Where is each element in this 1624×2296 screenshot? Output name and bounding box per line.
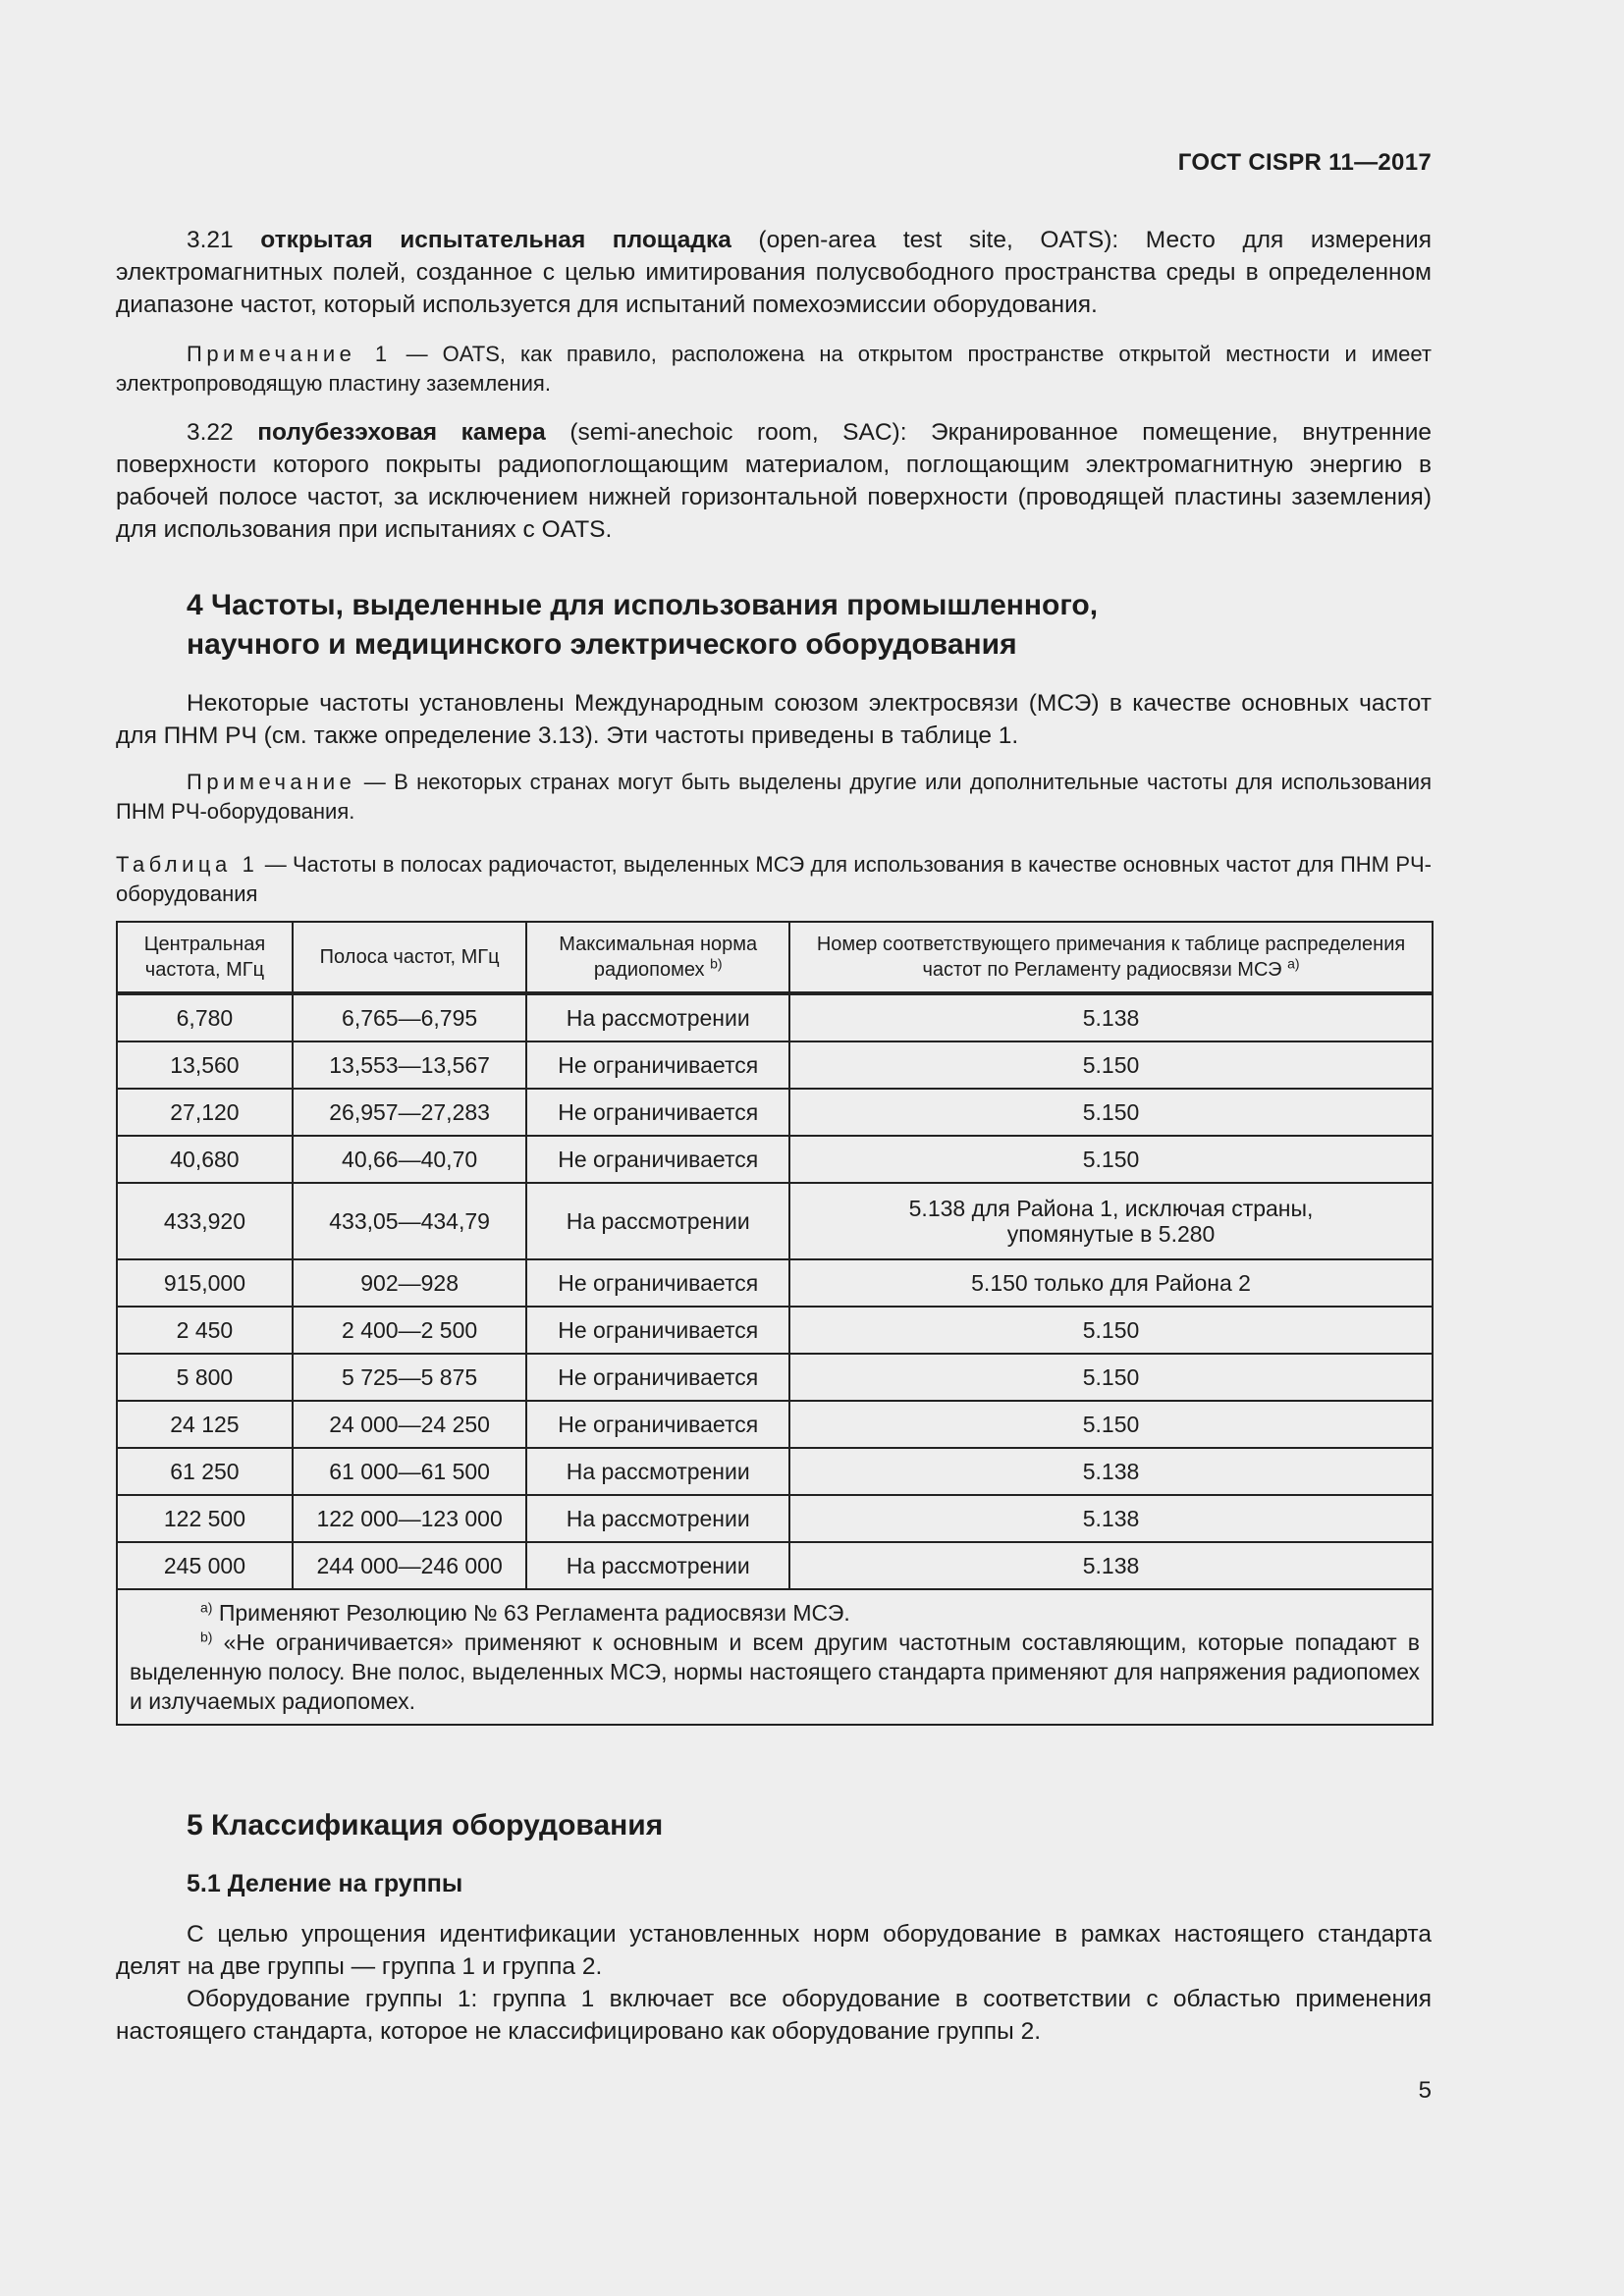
table-cell: 902—928 — [293, 1259, 527, 1307]
definition-3-22 — [116, 416, 1432, 546]
table-cell: На рассмотрении — [526, 1542, 789, 1589]
table-cell: 61 000—61 500 — [293, 1448, 527, 1495]
footnote-b — [130, 1628, 1420, 1716]
table-cell: Не ограничивается — [526, 1136, 789, 1183]
section-4-heading — [116, 586, 1432, 665]
table-cell: 5 800 — [117, 1354, 293, 1401]
table-row — [117, 1183, 1433, 1259]
table-cell: Не ограничивается — [526, 1354, 789, 1401]
table-cell: Не ограничивается — [526, 1307, 789, 1354]
column-header-text: Максимальная норма радиопомех — [559, 934, 758, 981]
table-cell: Не ограничивается — [526, 1089, 789, 1136]
table-row — [117, 1354, 1433, 1401]
definition-term: открытая испытательная площадка — [260, 227, 731, 253]
table-footnotes-row — [117, 1589, 1433, 1725]
table-cell: Не ограничивается — [526, 1401, 789, 1448]
table-cell: 6,765—6,795 — [293, 993, 527, 1041]
column-header: Полоса частот, МГц — [293, 922, 527, 993]
table-cell: 5.138 — [789, 993, 1433, 1041]
table-cell: 5 725—5 875 — [293, 1354, 527, 1401]
table-cell: 24 125 — [117, 1401, 293, 1448]
section-5-paragraph-1: С целью упрощения идентификации установленных норм оборудование в рамках настоящего стандарта делят на две группы — группа 1 и группа 2. — [116, 1921, 1432, 1980]
table-cell: 40,66—40,70 — [293, 1136, 527, 1183]
table-cell: 26,957—27,283 — [293, 1089, 527, 1136]
table-cell: 2 400—2 500 — [293, 1307, 527, 1354]
definition-text: (semi-anechoic room, SAC): Экранированное помещение, внутренние поверхности которого покрыты радиопоглощающим материалом, поглощающим электромагнитную энергию в рабочей полосе частот, за исключением нижней горизонтальной поверхности (проводящей пластины заземления) для использования при испытаниях с OATS. — [116, 419, 1433, 543]
column-header — [789, 922, 1433, 993]
table-row — [117, 1089, 1433, 1136]
table-cell: 245 000 — [117, 1542, 293, 1589]
footnote-mark: a) — [1287, 955, 1300, 972]
subsection-5-1-title: 5.1 Деление на группы — [187, 1870, 463, 1897]
table-cell: 433,05—434,79 — [293, 1183, 527, 1259]
document-id: ГОСТ CISPR 11—2017 — [1177, 149, 1432, 176]
table-cell: 40,680 — [117, 1136, 293, 1183]
table-caption — [116, 850, 1432, 909]
table-cell: 61 250 — [117, 1448, 293, 1495]
table-row — [117, 1136, 1433, 1183]
table-cell: 13,560 — [117, 1041, 293, 1089]
section-4-title-line1: 4 Частоты, выделенные для использования промышленного, — [187, 589, 1099, 621]
table-cell: 5.150 — [789, 1307, 1433, 1354]
note-text: — OATS, как правило, расположена на открытом пространстве открытой местности и имеет электропроводящую пластину заземления. — [116, 342, 1432, 396]
table-caption-text: — Частоты в полосах радиочастот, выделенных МСЭ для использования в качестве основных частот для ПНМ РЧ-оборудования — [116, 852, 1433, 906]
section-5-title: 5 Классификация оборудования — [187, 1809, 664, 1842]
definition-term: полубезэховая камера — [257, 419, 546, 446]
column-header: Центральная частота, МГц — [117, 922, 293, 993]
table-caption-label: Таблица 1 — [116, 852, 259, 877]
table-row — [117, 1401, 1433, 1448]
table-cell: 244 000—246 000 — [293, 1542, 527, 1589]
section-5-paragraph-2: Оборудование группы 1: группа 1 включает все оборудование в соответствии с областью применения настоящего стандарта, которое не классифицировано как оборудование группы 2. — [116, 1986, 1432, 2045]
section-4-paragraph: Некоторые частоты установлены Международным союзом электросвязи (МСЭ) в качестве основных частот для ПНМ РЧ (см. также определение 3.13). Эти частоты приведены в таблице 1. — [116, 690, 1432, 749]
table-cell: 5.150 только для Района 2 — [789, 1259, 1433, 1307]
footnote-a-text: Применяют Резолюцию № 63 Регламента радиосвязи МСЭ. — [218, 1600, 850, 1626]
footnote-b-text: «Не ограничивается» применяют к основным и всем другим частотным составляющим, которые попадают в выделенную полосу. Вне полос, выделенных МСЭ, нормы настоящего стандарта применяют для напряжения радиопомех и излучаемых радиопомех. — [130, 1629, 1421, 1714]
table-cell: 5.150 — [789, 1041, 1433, 1089]
table-cell: Не ограничивается — [526, 1041, 789, 1089]
table-row — [117, 993, 1433, 1041]
table-cell: 27,120 — [117, 1089, 293, 1136]
table-cell: Не ограничивается — [526, 1259, 789, 1307]
note-1 — [116, 340, 1432, 399]
definition-number: 3.21 — [187, 227, 234, 253]
footnote-mark: b) — [710, 955, 723, 972]
table-cell: 5.150 — [789, 1401, 1433, 1448]
note-label: Примечание 1 — [187, 342, 392, 366]
table-cell: 13,553—13,567 — [293, 1041, 527, 1089]
footnote-a-mark: a) — [200, 1599, 213, 1616]
frequency-table — [116, 921, 1434, 1726]
definition-3-21 — [116, 224, 1432, 321]
table-row — [117, 1495, 1433, 1542]
table-1-wrapper — [116, 921, 1432, 1726]
table-cell: 5.150 — [789, 1089, 1433, 1136]
note-label: Примечание — [187, 770, 356, 794]
footnote-a — [130, 1598, 1420, 1628]
table-cell: 5.138 — [789, 1542, 1433, 1589]
table-cell: 6,780 — [117, 993, 293, 1041]
table-cell: 122 000—123 000 — [293, 1495, 527, 1542]
definition-number: 3.22 — [187, 419, 234, 446]
table-cell: 122 500 — [117, 1495, 293, 1542]
table-row — [117, 1542, 1433, 1589]
table-cell: 5.138 — [789, 1495, 1433, 1542]
table-cell: 2 450 — [117, 1307, 293, 1354]
table-row — [117, 1448, 1433, 1495]
table-row — [117, 1041, 1433, 1089]
table-cell: 433,920 — [117, 1183, 293, 1259]
table-cell: 5.138 для Района 1, исключая страны, упомянутые в 5.280 — [789, 1183, 1433, 1259]
table-cell: 5.150 — [789, 1136, 1433, 1183]
table-cell: На рассмотрении — [526, 1183, 789, 1259]
table-header-row — [117, 922, 1433, 993]
table-row — [117, 1259, 1433, 1307]
table-cell: 24 000—24 250 — [293, 1401, 527, 1448]
table-cell: 5.138 — [789, 1448, 1433, 1495]
note-text: — В некоторых странах могут быть выделены другие или дополнительные частоты для использования ПНМ РЧ-оборудования. — [116, 770, 1432, 824]
table-footnotes — [117, 1589, 1433, 1725]
footnote-b-mark: b) — [200, 1629, 213, 1645]
table-cell: 915,000 — [117, 1259, 293, 1307]
table-cell: На рассмотрении — [526, 993, 789, 1041]
section-4-title-line2: научного и медицинского электрического оборудования — [187, 628, 1017, 661]
page-number: 5 — [1418, 2077, 1432, 2104]
section-4-note — [116, 768, 1432, 827]
column-header — [526, 922, 789, 993]
table-cell: На рассмотрении — [526, 1495, 789, 1542]
table-row — [117, 1307, 1433, 1354]
table-cell: На рассмотрении — [526, 1448, 789, 1495]
definition-text: (open-area test site, OATS): Место для измерения электромагнитных полей, созданное с целью имитирования полусвободного пространства среды в определенном диапазоне частот, который используется для испытаний помехоэмиссии оборудования. — [116, 227, 1432, 318]
table-cell: 5.150 — [789, 1354, 1433, 1401]
column-header-text: Номер соответствующего примечания к таблице распределения частот по Регламенту радиосвязи МСЭ — [816, 934, 1406, 981]
